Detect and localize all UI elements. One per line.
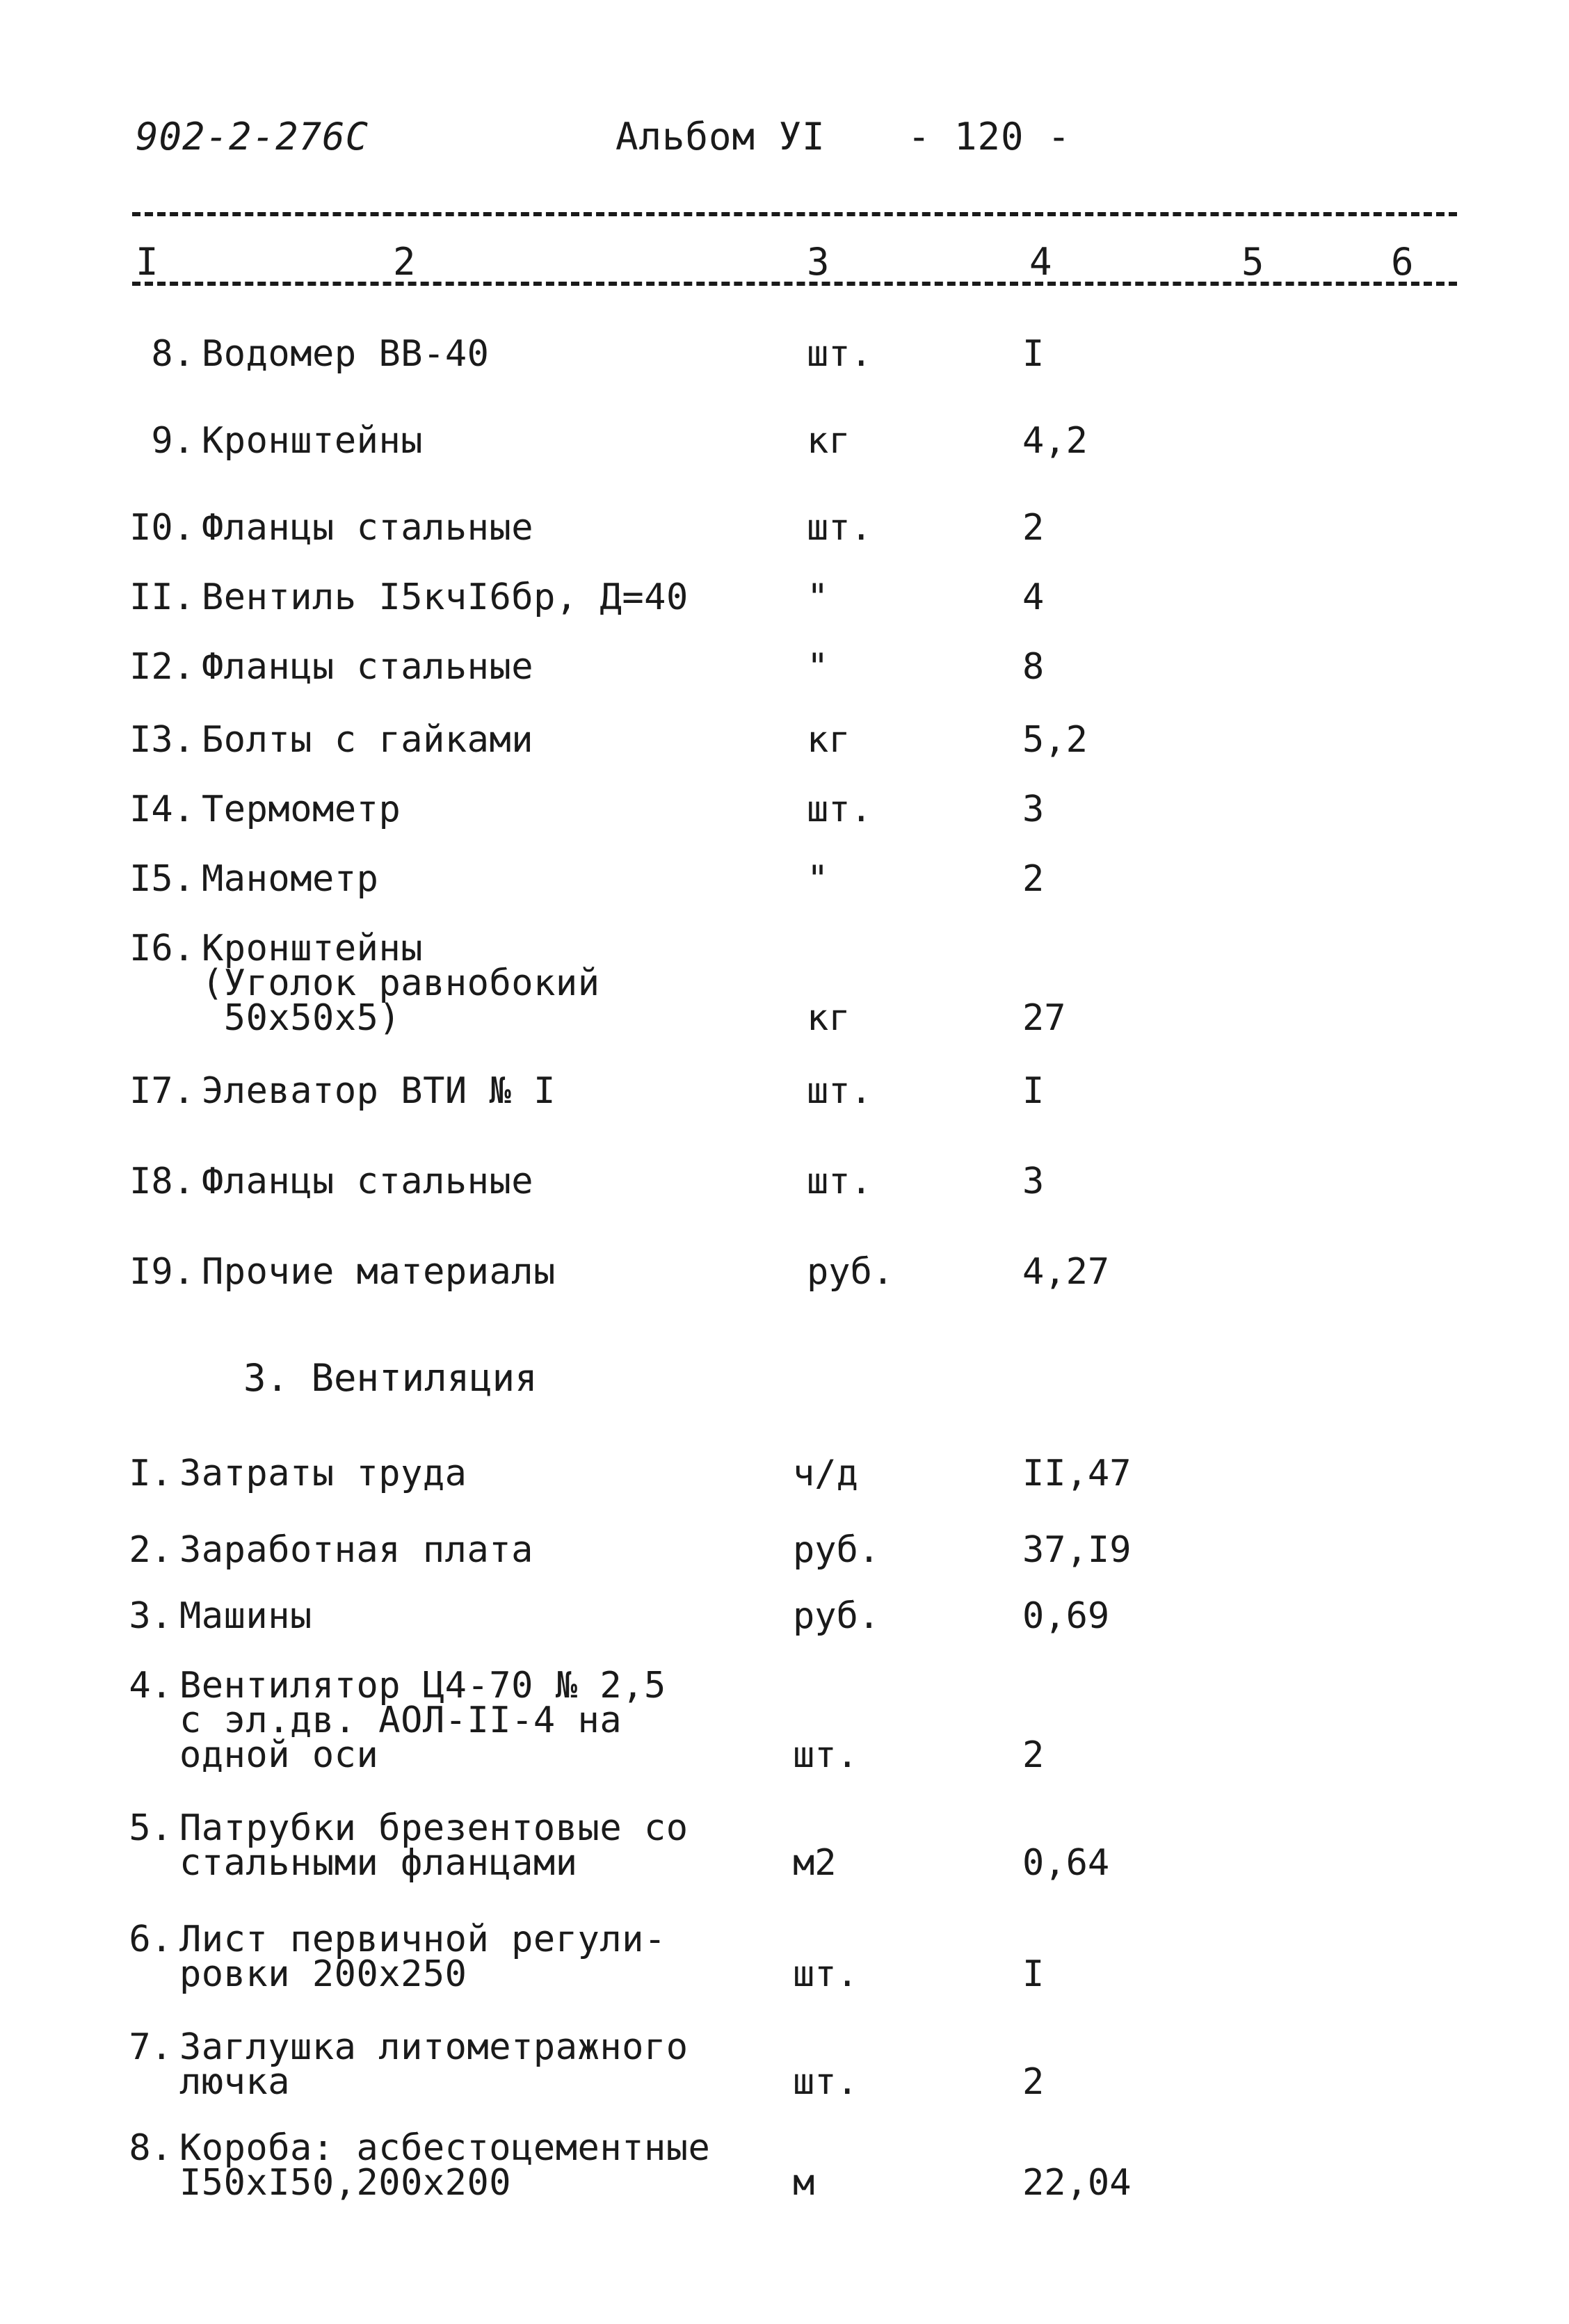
item-quantity: 2 (1022, 858, 1045, 900)
item-number: 8. (129, 2127, 172, 2169)
item-unit: шт. (807, 333, 872, 375)
item-name: Вентиль I5кчI6бр, Д=40 (202, 576, 689, 618)
item-unit: шт. (793, 1953, 858, 1995)
item-number: 8. (151, 333, 195, 375)
item-name: Кронштейны (202, 420, 424, 462)
item-unit: " (807, 646, 829, 688)
item-unit: " (807, 576, 829, 618)
item-quantity: I (1022, 1953, 1045, 1995)
item-unit: шт. (807, 1161, 872, 1202)
item-name: Кронштейны (Уголок равнобокий 50х50х5) (202, 928, 600, 1039)
item-name: Вентилятор Ц4-70 № 2,5 с эл.дв. АОЛ-II-4 на одной оси (179, 1665, 666, 1776)
item-quantity: I (1022, 1070, 1045, 1112)
item-quantity: 4 (1022, 576, 1045, 618)
item-quantity: 2 (1022, 507, 1045, 549)
item-name: Манометр (202, 858, 379, 900)
page-number: - 120 - (908, 115, 1071, 159)
doc-code: 902-2-276С (136, 115, 369, 159)
item-name: Болты с гайками (202, 719, 534, 761)
item-number: 7. (129, 2026, 172, 2068)
item-quantity: 8 (1022, 646, 1045, 688)
item-name: Фланцы стальные (202, 646, 534, 688)
item-quantity: 5,2 (1022, 719, 1088, 761)
item-unit: " (807, 858, 829, 900)
item-number: II. (129, 576, 195, 618)
item-name: Термометр (202, 789, 401, 830)
album-label: Альбом УI (615, 115, 826, 159)
section-title: 3. Вентиляция (243, 1356, 538, 1400)
column-number-1: I (136, 240, 159, 284)
item-unit: руб. (807, 1251, 894, 1293)
item-number: 2. (129, 1529, 172, 1571)
item-unit: руб. (793, 1595, 880, 1637)
item-quantity: 3 (1022, 1161, 1045, 1202)
item-quantity: 4,2 (1022, 420, 1088, 462)
item-unit: шт. (793, 1734, 858, 1776)
item-number: I6. (129, 928, 195, 969)
item-unit: м (793, 2162, 815, 2204)
item-name: Прочие материалы (202, 1251, 556, 1293)
item-name: Водомер ВВ-40 (202, 333, 490, 375)
item-number: 6. (129, 1919, 172, 1960)
item-number: 5. (129, 1807, 172, 1849)
item-quantity: II,47 (1022, 1453, 1132, 1494)
item-number: I4. (129, 789, 195, 830)
item-name: Заглушка литометражного лючка (179, 2026, 689, 2103)
item-number: I3. (129, 719, 195, 761)
item-number: 9. (151, 420, 195, 462)
item-unit: кг (807, 719, 851, 761)
item-quantity: 2 (1022, 1734, 1045, 1776)
item-unit: кг (807, 997, 851, 1039)
item-unit: шт. (807, 1070, 872, 1112)
header-rule-top (132, 212, 1457, 216)
item-quantity: 22,04 (1022, 2162, 1132, 2204)
item-number: I9. (129, 1251, 195, 1293)
item-number: I7. (129, 1070, 195, 1112)
item-quantity: 3 (1022, 789, 1045, 830)
item-quantity: 0,69 (1022, 1595, 1110, 1637)
item-unit: шт. (807, 507, 872, 549)
item-number: I8. (129, 1161, 195, 1202)
item-quantity: I (1022, 333, 1045, 375)
header-rule-bottom (132, 282, 1457, 286)
item-number: 3. (129, 1595, 172, 1637)
item-number: I. (129, 1453, 172, 1494)
item-unit: руб. (793, 1529, 880, 1571)
item-quantity: 27 (1022, 997, 1066, 1039)
item-name: Машины (179, 1595, 312, 1637)
item-number: I5. (129, 858, 195, 900)
item-unit: шт. (793, 2061, 858, 2103)
item-number: I2. (129, 646, 195, 688)
item-name: Короба: асбестоцементные I50хI50,200х200 (179, 2127, 711, 2204)
item-quantity: 0,64 (1022, 1842, 1110, 1884)
column-number-3: 3 (807, 240, 830, 284)
column-number-2: 2 (393, 240, 416, 284)
item-name: Затраты труда (179, 1453, 467, 1494)
item-name: Лист первичной регули- ровки 200х250 (179, 1919, 666, 1995)
item-unit: ч/д (793, 1453, 858, 1494)
item-name: Фланцы стальные (202, 1161, 534, 1202)
item-quantity: 37,I9 (1022, 1529, 1132, 1571)
item-number: 4. (129, 1665, 172, 1706)
item-quantity: 4,27 (1022, 1251, 1110, 1293)
item-name: Элеватор ВТИ № I (202, 1070, 556, 1112)
item-name: Фланцы стальные (202, 507, 534, 549)
item-unit: кг (807, 420, 851, 462)
item-name: Патрубки брезентовые со стальными фланцами (179, 1807, 689, 1884)
item-number: I0. (129, 507, 195, 549)
item-name: Заработная плата (179, 1529, 533, 1571)
column-number-5: 5 (1241, 240, 1264, 284)
item-unit: м2 (793, 1842, 837, 1884)
item-quantity: 2 (1022, 2061, 1045, 2103)
column-number-6: 6 (1391, 240, 1414, 284)
item-unit: шт. (807, 789, 872, 830)
column-number-4: 4 (1029, 240, 1052, 284)
